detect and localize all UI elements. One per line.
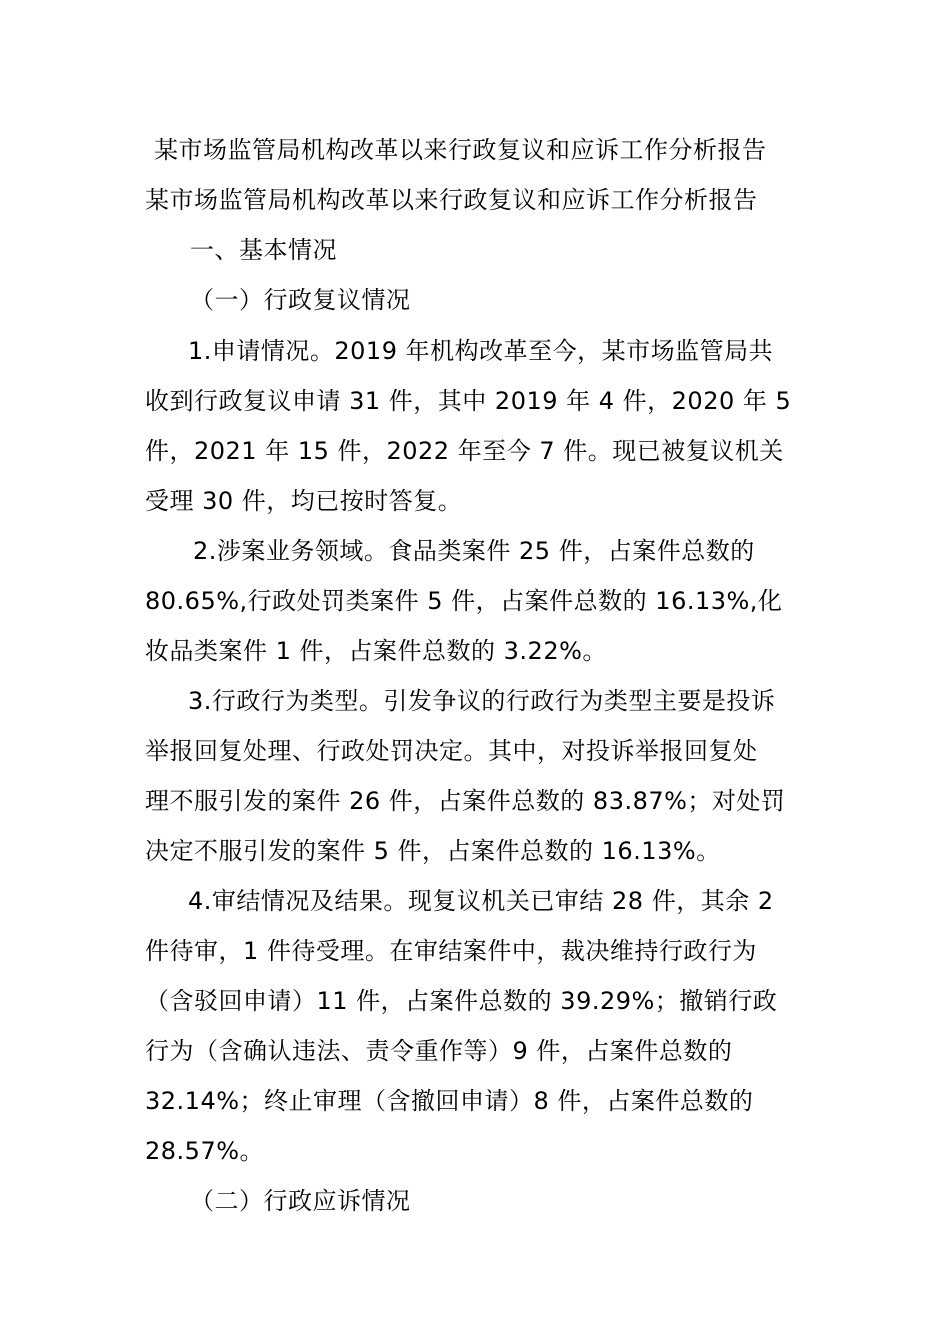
paragraph-line: 件，2021 年 15 件，2022 年至今 7 件。现已被复议机关	[145, 437, 784, 465]
paragraph-line: 80.65%,行政处罚类案件 5 件，占案件总数的 16.13%,化	[145, 587, 783, 615]
paragraph-line: 28.57%。	[145, 1137, 265, 1165]
paragraph-line: 件待审，1 件待受理。在审结案件中，裁决维持行政行为	[145, 937, 757, 965]
paragraph-line: 理不服引发的案件 26 件，占案件总数的 83.87%；对处罚	[145, 787, 786, 815]
paragraph-line: 决定不服引发的案件 5 件，占案件总数的 16.13%。	[145, 837, 721, 865]
section-heading-1: 一、基本情况	[190, 236, 337, 264]
paragraph-line: 4.审结情况及结果。现复议机关已审结 28 件，其余 2	[188, 887, 774, 915]
paragraph-line: 2.涉案业务领域。食品类案件 25 件，占案件总数的	[193, 537, 755, 565]
paragraph-line: 收到行政复议申请 31 件，其中 2019 年 4 件，2020 年 5	[145, 387, 792, 415]
document-subtitle: 某市场监管局机构改革以来行政复议和应诉工作分析报告	[145, 186, 758, 214]
subsection-heading-2: （二）行政应诉情况	[190, 1187, 411, 1215]
paragraph-line: 1.申请情况。2019 年机构改革至今，某市场监管局共	[188, 337, 774, 365]
paragraph-line: 受理 30 件，均已按时答复。	[145, 487, 463, 515]
document-title: 某市场监管局机构改革以来行政复议和应诉工作分析报告	[154, 136, 767, 164]
paragraph-line: 行为（含确认违法、责令重作等）9 件，占案件总数的	[145, 1037, 733, 1065]
paragraph-line: 妆品类案件 1 件，占案件总数的 3.22%。	[145, 637, 607, 665]
subsection-heading-1: （一）行政复议情况	[190, 286, 411, 314]
paragraph-line: 举报回复处理、行政处罚决定。其中，对投诉举报回复处	[145, 737, 758, 765]
paragraph-line: 3.行政行为类型。引发争议的行政行为类型主要是投诉	[188, 687, 776, 715]
paragraph-line: 32.14%；终止审理（含撤回申请）8 件，占案件总数的	[145, 1087, 754, 1115]
paragraph-line: （含驳回申请）11 件，占案件总数的 39.29%；撤销行政	[145, 987, 778, 1015]
